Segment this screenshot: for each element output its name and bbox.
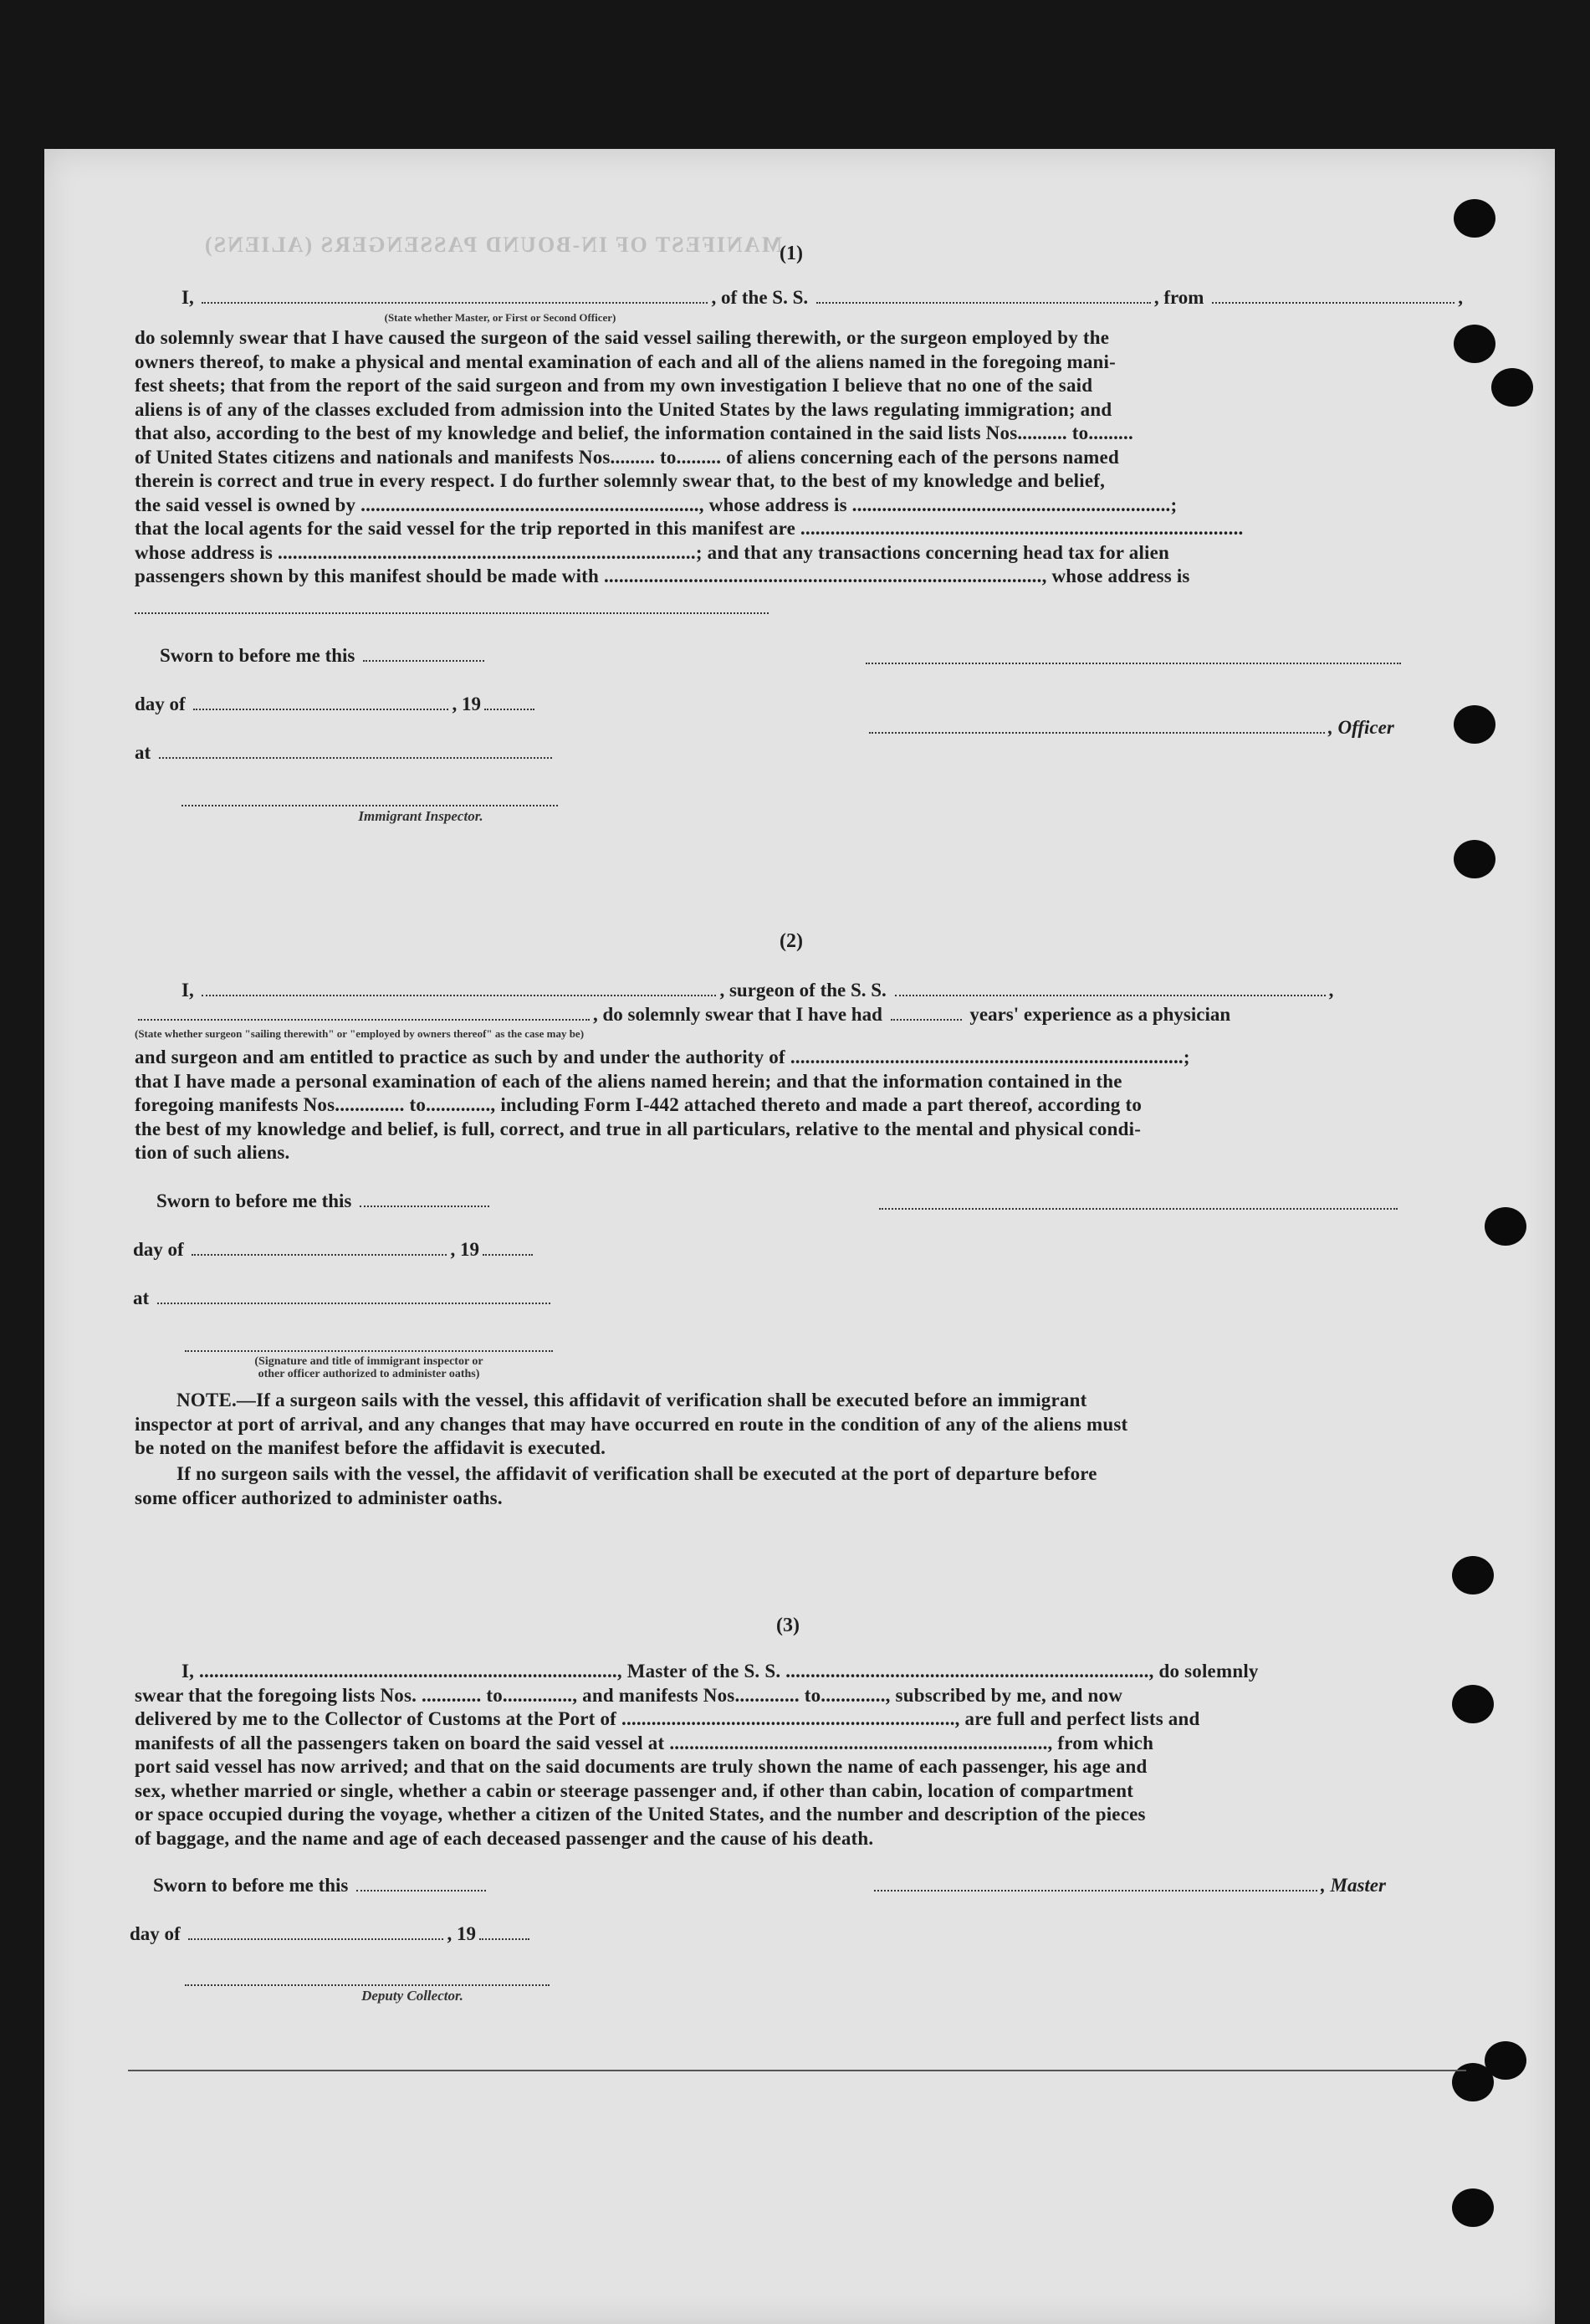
- signature-blank[interactable]: [866, 663, 1401, 664]
- day-of-line: [135, 693, 538, 716]
- surgeon-status-blank[interactable]: [138, 1004, 590, 1021]
- body-line: fest sheets; that from the report of the said surgeon and from my own investigation I believe that no one of the said: [135, 375, 1093, 396]
- body-line: passengers shown by this manifest should be made with ........................................................................................, whose address is: [135, 566, 1190, 586]
- from-blank[interactable]: [1212, 287, 1455, 304]
- label-officer: , Officer: [1328, 717, 1394, 738]
- year-blank[interactable]: [483, 1239, 533, 1256]
- day-of-line: [130, 1922, 533, 1946]
- label-of-ss: , of the S. S.: [711, 287, 809, 308]
- body-line: that the local agents for the said vessel for the trip reported in this manifest are .........................................................................................: [135, 518, 1244, 539]
- bleed-through-header: MANIFEST OF IN-BOUND PASSENGERS (ALIENS): [203, 233, 783, 257]
- at-line: [135, 741, 555, 765]
- binder-hole: [1454, 840, 1495, 878]
- label-day-of: day of: [130, 1923, 181, 1944]
- note-paragraph-2: [135, 1462, 1446, 1510]
- month-blank[interactable]: [192, 1239, 447, 1256]
- body-line: of baggage, and the name and age of each deceased passenger and the cause of his death.: [135, 1827, 874, 1849]
- note-line: inspector at port of arrival, and any changes that may have occurred en route in the condition of any of the aliens must: [135, 1413, 1128, 1435]
- at-line: [133, 1287, 554, 1310]
- vessel-blank[interactable]: [816, 287, 1151, 304]
- form-sheet: [44, 149, 1555, 2324]
- body-line: that also, according to the best of my knowledge and belief, the information contained in the said lists Nos.......... to.........: [135, 422, 1133, 443]
- officer-blank[interactable]: [869, 717, 1325, 734]
- note-line: If no surgeon sails with the vessel, the affidavit of verification shall be executed at the port of departure before: [176, 1463, 1097, 1484]
- body-line: I, ...................................................................................., Master of the S. S. ........................................................................., do solemnly: [181, 1661, 1259, 1682]
- body-line: aliens is of any of the classes excluded from admission into the United States by the laws regulating immigration; and: [135, 398, 1112, 420]
- section-2-swear-line: [135, 1003, 1230, 1026]
- signature-caption: [185, 1355, 553, 1380]
- master-line: [871, 1874, 1386, 1897]
- master-blank[interactable]: [874, 1875, 1317, 1891]
- label-surgeon-of-ss: , surgeon of the S. S.: [719, 980, 887, 1001]
- body-line: therein is correct and true in every respect. I do further solemnly swear that, to the best of my knowledge and belief,: [135, 470, 1106, 491]
- sworn-line: [160, 644, 488, 668]
- binder-hole: [1454, 325, 1495, 363]
- body-line: delivered by me to the Collector of Customs at the Port of ..................................................................., are full and perfect lists and: [135, 1708, 1200, 1729]
- label-sworn: Sworn to before me this: [153, 1875, 349, 1896]
- body-line: owners thereof, to make a physical and mental examination of each and all of the aliens named in the foregoing mani-: [135, 351, 1116, 372]
- year-blank[interactable]: [479, 1923, 529, 1940]
- year-blank[interactable]: [484, 694, 534, 710]
- body-line: or space occupied during the voyage, whether a citizen of the United States, and the number and description of the pieces: [135, 1804, 1146, 1825]
- inspector-signature-blank[interactable]: [185, 1350, 553, 1352]
- note-line: NOTE.—If a surgeon sails with the vessel, this affidavit of verification shall be executed before an immigrant: [176, 1390, 1087, 1410]
- body-line: sex, whether married or single, whether a cabin or steerage passenger and, if other than cabin, location of compartment: [135, 1779, 1134, 1801]
- name-blank[interactable]: [202, 287, 708, 304]
- vessel-blank[interactable]: [895, 980, 1326, 996]
- note-paragraph: [135, 1389, 1446, 1461]
- binder-hole: [1454, 705, 1495, 744]
- body-line: do solemnly swear that I have caused the surgeon of the said vessel sailing therewith, or the surgeon employed by the: [135, 327, 1110, 348]
- section-2-body: [135, 1046, 1453, 1165]
- body-line: of United States citizens and nationals and manifests Nos......... to......... of aliens concerning each of the persons named: [135, 446, 1119, 468]
- body-line: port said vessel has now arrived; and that on the said documents are truly shown the name of each passenger, his age and: [135, 1756, 1148, 1777]
- label-year: , 19: [452, 694, 481, 714]
- label-swear: , do solemnly swear that I have had: [593, 1004, 882, 1025]
- note-line: be noted on the manifest before the affidavit is executed.: [135, 1437, 606, 1458]
- label-sworn: Sworn to before me this: [156, 1190, 352, 1211]
- section-2-opening-line: I, , surgeon of the S. S. ,: [181, 980, 1334, 1001]
- label-day-of: day of: [135, 694, 186, 714]
- surgeon-name-blank[interactable]: [202, 980, 716, 996]
- label-day-of: day of: [133, 1239, 184, 1260]
- caption-line: (Signature and title of immigrant inspector or: [254, 1355, 483, 1368]
- body-line: that I have made a personal examination of each of the aliens named herein; and that the information contained in the: [135, 1070, 1122, 1092]
- inspector-signature-blank[interactable]: [181, 805, 558, 806]
- section-1-number: (1): [780, 243, 803, 264]
- bottom-rule: [128, 2070, 1466, 2071]
- inspector-caption: Immigrant Inspector.: [358, 808, 483, 824]
- month-blank[interactable]: [188, 1923, 443, 1940]
- binder-hole: [1454, 199, 1495, 238]
- body-line: whose address is ....................................................................................; and that any transactions concerning head tax for alien: [135, 541, 1170, 563]
- day-of-line: [133, 1238, 536, 1262]
- month-blank[interactable]: [193, 694, 448, 710]
- caption-line: other officer authorized to administer oaths): [258, 1368, 480, 1380]
- section-1-opening-line: I, , of the S. S. , from ,: [181, 287, 1463, 308]
- caption-master-officer: (State whether Master, or First or Second Officer): [384, 311, 616, 324]
- at-blank[interactable]: [159, 742, 552, 759]
- body-line: the said vessel is owned by ...................................................................., whose address is ................................................................;: [135, 494, 1178, 515]
- body-line: foregoing manifests Nos.............. to............., including Form I-442 attached thereto and made a part thereof, according to: [135, 1094, 1143, 1115]
- sworn-date-blank[interactable]: [360, 1190, 489, 1207]
- label-from: , from: [1153, 287, 1204, 308]
- label-i: I,: [181, 287, 194, 308]
- label-year: , 19: [450, 1239, 479, 1260]
- label-at: at: [135, 742, 151, 763]
- body-line: and surgeon and am entitled to practice as such by and under the authority of ...............................................................................;: [135, 1047, 1190, 1067]
- sworn-line: [153, 1874, 489, 1897]
- body-line: the best of my knowledge and belief, is full, correct, and true in all particulars, relative to the mental and physical condi-: [135, 1118, 1142, 1139]
- caption-surgeon-status: (State whether surgeon "sailing therewith" or "employed by owners thereof" as the case may be): [135, 1027, 585, 1040]
- signature-blank[interactable]: [879, 1208, 1398, 1210]
- label-year: , 19: [447, 1923, 476, 1944]
- binder-hole: [1452, 2188, 1494, 2227]
- note-line: some officer authorized to administer oaths.: [135, 1487, 503, 1508]
- at-blank[interactable]: [157, 1287, 550, 1304]
- binder-hole: [1452, 2063, 1494, 2101]
- label-sworn: Sworn to before me this: [160, 645, 355, 666]
- section-1-body: [135, 326, 1453, 589]
- binder-hole: [1491, 368, 1533, 407]
- sworn-date-blank[interactable]: [356, 1875, 486, 1891]
- body-line: tion of such aliens.: [135, 1142, 290, 1163]
- binder-hole: [1452, 1556, 1494, 1595]
- label-i: I,: [181, 980, 194, 1001]
- binder-hole: [1452, 1685, 1494, 1723]
- deputy-signature-blank[interactable]: [185, 1984, 550, 1986]
- section-3-number: (3): [776, 1615, 800, 1636]
- section-2-number: (2): [780, 930, 803, 952]
- binder-hole: [1485, 1207, 1526, 1246]
- sworn-line: [156, 1190, 493, 1213]
- sworn-date-blank[interactable]: [363, 645, 484, 662]
- deputy-caption: Deputy Collector.: [361, 1988, 463, 2004]
- label-years-experience: years' experience as a physician: [969, 1004, 1231, 1025]
- years-blank[interactable]: [891, 1004, 962, 1021]
- address-continuation-blank[interactable]: [135, 612, 769, 614]
- section-3-body: [135, 1660, 1446, 1850]
- body-line: swear that the foregoing lists Nos. ............ to.............., and manifests Nos............. to............., subscribed by me, and now: [135, 1684, 1123, 1706]
- label-master: , Master: [1321, 1875, 1386, 1896]
- label-at: at: [133, 1287, 150, 1308]
- body-line: manifests of all the passengers taken on board the said vessel at ............................................................................, from which: [135, 1732, 1154, 1753]
- officer-line: [866, 716, 1394, 740]
